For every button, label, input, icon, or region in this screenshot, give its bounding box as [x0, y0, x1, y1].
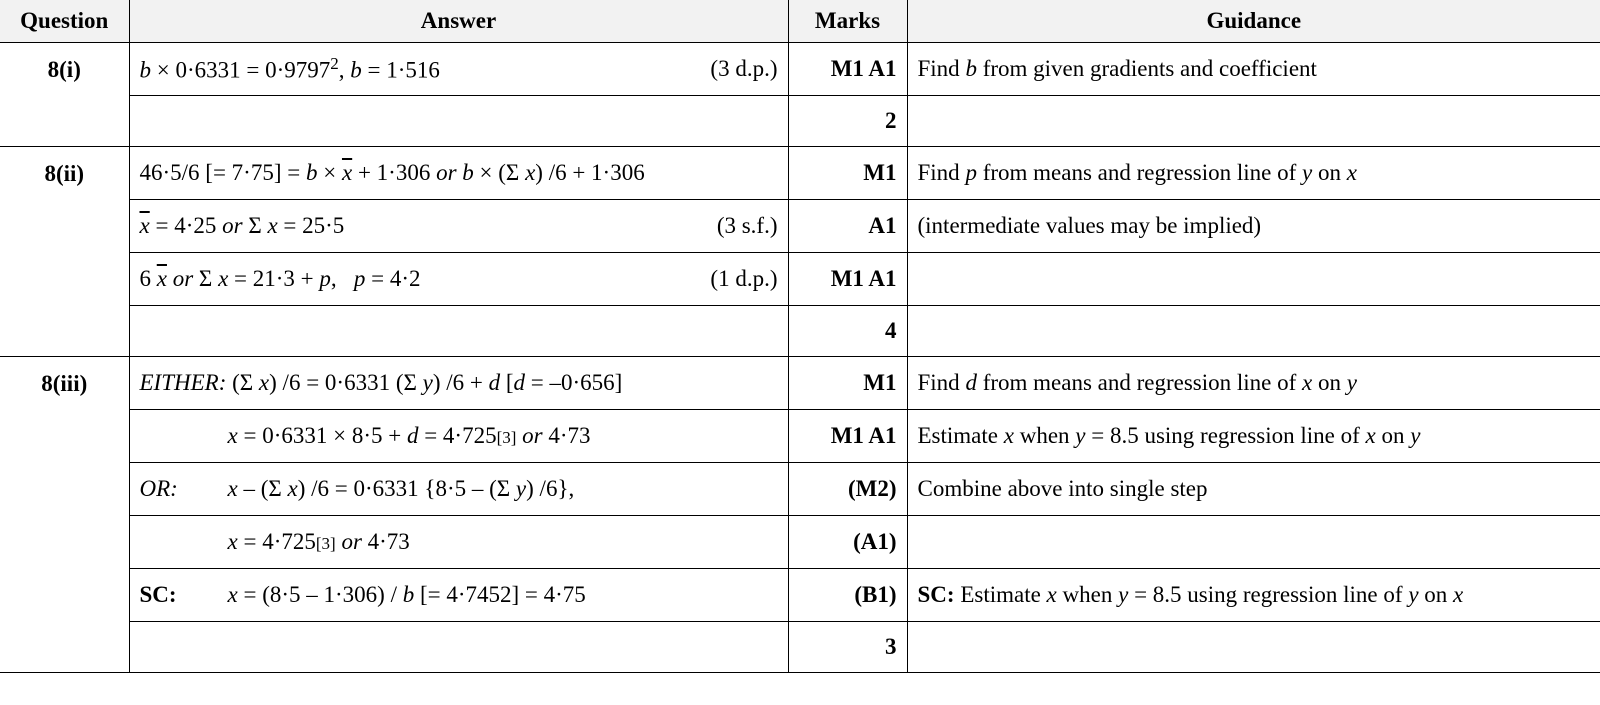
q8iii-row-3	[0, 463, 1600, 516]
total-marks: 2	[788, 96, 907, 147]
var: x	[1003, 423, 1014, 448]
accuracy-note: (1 d.p.)	[710, 266, 778, 291]
ans-text: Σ	[193, 266, 219, 291]
marks-cell: M1	[788, 357, 907, 410]
var: y	[1118, 582, 1129, 607]
header-guidance: Guidance	[907, 0, 1600, 43]
or-word: or	[341, 529, 362, 554]
q8ii-total-row	[0, 306, 1600, 357]
ans-text: = (8·5 – 1·306) /	[237, 582, 403, 607]
var: p	[965, 160, 977, 185]
q8iii-row-2	[0, 410, 1600, 463]
var: b	[139, 57, 151, 83]
ans-text: = 21·3 +	[228, 266, 320, 291]
var: y	[1302, 160, 1313, 185]
guide-text: Estimate	[954, 582, 1047, 607]
ans-text: = 4·725	[237, 529, 316, 554]
ans-text: 4·73	[361, 529, 410, 554]
total-marks: 3	[788, 622, 907, 673]
ans-text: = 4·25	[149, 213, 223, 238]
var: x	[1346, 160, 1357, 185]
ans-text: 46·5/6 [= 7·75] =	[139, 160, 306, 185]
answer-cell-empty	[129, 96, 788, 147]
ans-text: [3]	[315, 534, 336, 553]
ans-text: ) /6 +	[432, 370, 489, 395]
var: d	[406, 423, 419, 448]
x-bar: $\overline{x}$	[341, 160, 353, 185]
ans-text: Σ	[242, 213, 268, 238]
marks-cell: (A1)	[788, 516, 907, 569]
ans-text: ×	[317, 160, 342, 185]
guide-text: Estimate	[917, 423, 1004, 448]
ans-text: = 4·725	[418, 423, 497, 448]
answer-cell	[129, 516, 788, 569]
answer-cell	[129, 410, 788, 463]
marks-cell: (M2)	[788, 463, 907, 516]
guidance-cell: Combine above into single step	[907, 463, 1600, 516]
var: b	[402, 582, 415, 607]
q8ii-row-3	[0, 253, 1600, 306]
var: x	[227, 582, 238, 607]
var: x	[227, 529, 238, 554]
guide-text: on	[1312, 370, 1347, 395]
total-marks: 4	[788, 306, 907, 357]
q8iii-row-5	[0, 569, 1600, 622]
var: x	[1365, 423, 1376, 448]
superscript: 2	[330, 54, 339, 74]
q8iii-row-1	[0, 357, 1600, 410]
q8i-total-row	[0, 96, 1600, 147]
var: x	[227, 423, 238, 448]
question-label-8ii: 8(ii)	[0, 147, 129, 357]
marks-cell: M1 A1	[788, 43, 907, 96]
ans-text: [= 4·7452] = 4·75	[414, 582, 586, 607]
var: x	[227, 476, 238, 501]
guide-text: from means and regression line of	[976, 160, 1303, 185]
var: y	[1075, 423, 1086, 448]
guidance-cell-empty	[907, 96, 1600, 147]
or-word: or	[222, 213, 243, 238]
ans-text: ) /6 = 0·6331 {8·5 – (Σ	[297, 476, 516, 501]
guide-text: when	[1013, 423, 1076, 448]
marks-cell: A1	[788, 200, 907, 253]
guidance-cell	[907, 43, 1600, 96]
guide-text: on	[1375, 423, 1411, 448]
ans-text: = 4·2	[365, 266, 421, 291]
var: d	[488, 370, 501, 395]
answer-cell	[129, 463, 788, 516]
sc-label: SC:	[139, 582, 177, 607]
answer-cell	[129, 253, 788, 306]
ans-text: (Σ	[226, 370, 259, 395]
header-row	[0, 0, 1600, 43]
or-label: OR:	[139, 476, 178, 501]
var: x	[525, 160, 536, 185]
var: b	[462, 160, 474, 185]
or-word: or	[522, 423, 543, 448]
header-question: Question	[0, 0, 129, 43]
guide-text: = 8.5 using regression line of	[1128, 582, 1409, 607]
either-label: EITHER:	[139, 370, 227, 395]
ans-text: × 0·6331 = 0·9797	[156, 57, 331, 83]
ans-text: ) /6},	[526, 476, 575, 501]
ans-text: ,	[338, 57, 351, 83]
answer-cell	[129, 147, 788, 200]
guide-text: when	[1056, 582, 1119, 607]
var: x	[1046, 582, 1057, 607]
var: y	[422, 370, 433, 395]
ans-text: [	[500, 370, 514, 395]
accuracy-note: (3 d.p.)	[710, 56, 778, 81]
guidance-cell-empty	[907, 253, 1600, 306]
header-answer: Answer	[129, 0, 788, 43]
ans-text: ,	[330, 266, 354, 291]
ans-text: ) /6 = 0·6331 (Σ	[269, 370, 423, 395]
ans-text: – (Σ	[237, 476, 288, 501]
or-word: or	[172, 266, 194, 291]
var: b	[965, 56, 977, 81]
or-word: or	[436, 160, 457, 185]
header-marks: Marks	[788, 0, 907, 43]
ans-text: 6	[139, 266, 157, 291]
var: b	[305, 160, 318, 185]
marks-cell: M1 A1	[788, 410, 907, 463]
var: x	[267, 213, 278, 238]
var: b	[350, 57, 362, 83]
guide-text: = 8.5 using regression line of	[1085, 423, 1366, 448]
guide-text: on	[1312, 160, 1347, 185]
ans-text: + 1·306	[352, 160, 437, 185]
var: d	[965, 370, 977, 395]
guidance-cell-empty	[907, 622, 1600, 673]
guide-text: from given gradients and coefficient	[976, 56, 1317, 81]
ans-text: = 0·6331 × 8·5 +	[237, 423, 407, 448]
accuracy-note: (3 s.f.)	[716, 213, 778, 238]
ans-text: = 1·516	[361, 57, 440, 83]
answer-cell-empty	[129, 622, 788, 673]
var: y	[1408, 582, 1419, 607]
guidance-cell: (intermediate values may be implied)	[907, 200, 1600, 253]
ans-text: ) /6 + 1·306	[535, 160, 645, 185]
answer-cell	[129, 43, 788, 96]
ans-text: = 25·5	[277, 213, 345, 238]
guidance-cell-empty	[907, 516, 1600, 569]
ans-text: 4·73	[542, 423, 591, 448]
guidance-cell	[907, 410, 1600, 463]
var: y	[1346, 370, 1357, 395]
question-label-8i: 8(i)	[0, 43, 129, 147]
q8iii-row-4	[0, 516, 1600, 569]
answer-cell-empty	[129, 306, 788, 357]
guide-text: from means and regression line of	[976, 370, 1303, 395]
answer-cell	[129, 200, 788, 253]
var: x	[1453, 582, 1464, 607]
var: y	[1410, 423, 1421, 448]
x-bar: $\overline{x}$	[156, 266, 167, 291]
guidance-cell	[907, 569, 1600, 622]
var: p	[353, 266, 366, 291]
var: x	[287, 476, 298, 501]
var: x	[258, 370, 270, 395]
q8ii-row-2	[0, 200, 1600, 253]
var: x	[1302, 370, 1313, 395]
answer-cell	[129, 357, 788, 410]
marks-cell: M1	[788, 147, 907, 200]
guidance-cell	[907, 147, 1600, 200]
guide-text: Find	[917, 370, 966, 395]
guidance-cell	[907, 357, 1600, 410]
q8i-row-1	[0, 43, 1600, 96]
q8ii-row-1	[0, 147, 1600, 200]
guidance-cell-empty	[907, 306, 1600, 357]
marks-cell: M1 A1	[788, 253, 907, 306]
x-bar: $\overline{x}$	[139, 213, 150, 238]
guide-text: on	[1418, 582, 1454, 607]
var: d	[513, 370, 526, 395]
q8iii-total-row	[0, 622, 1600, 673]
ans-text: × (Σ	[473, 160, 526, 185]
var: p	[319, 266, 331, 291]
guide-text: Find	[917, 56, 966, 81]
ans-text: = –0·656]	[525, 370, 623, 395]
var: y	[515, 476, 527, 501]
answer-cell	[129, 569, 788, 622]
ans-text: [3]	[496, 428, 517, 447]
question-label-8iii: 8(iii)	[0, 357, 129, 673]
marks-cell: (B1)	[788, 569, 907, 622]
var: x	[218, 266, 229, 291]
sc-label: SC:	[917, 582, 955, 607]
guide-text: Find	[917, 160, 966, 185]
